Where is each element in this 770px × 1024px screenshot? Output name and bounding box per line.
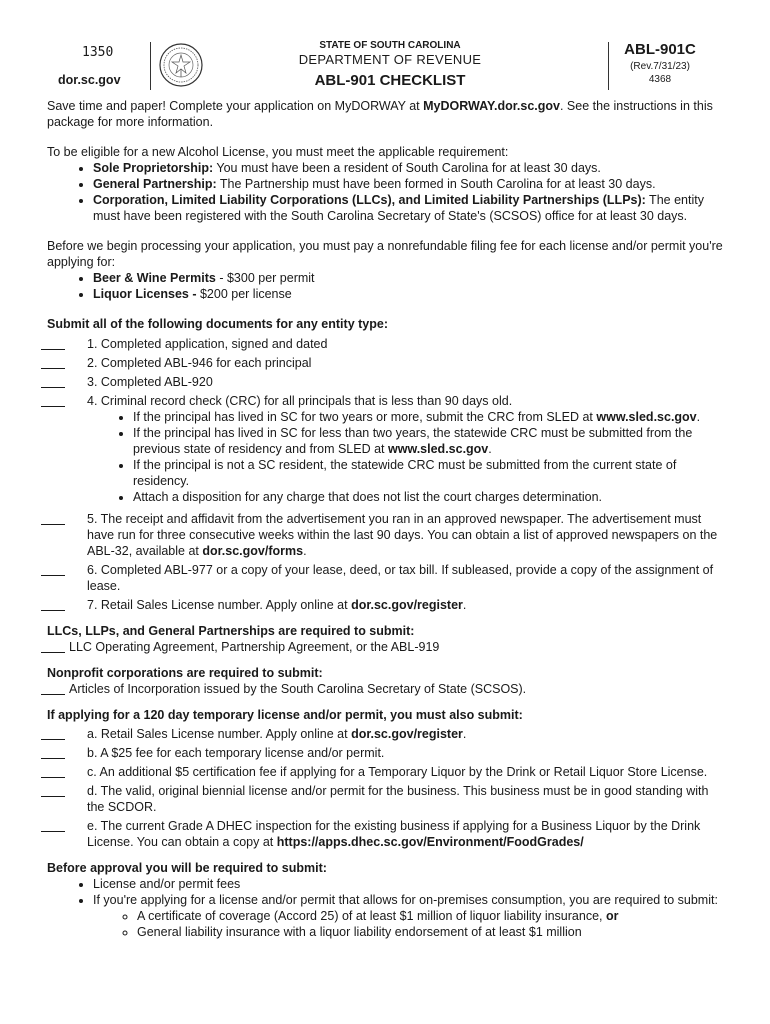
checklist-item: 3. Completed ABL-920 <box>47 374 727 390</box>
list-item: • If the principal has lived in SC for less than two years, the statewide CRC must be submitted from the previous state of residency and from SLED at www.sled.sc.gov. <box>133 425 727 457</box>
fees-section <box>47 238 727 302</box>
checklist-item: a. Retail Sales License number. Apply online at dor.sc.gov/register. <box>47 726 727 742</box>
checklist-item: c. An additional $5 certification fee if applying for a Temporary Liquor by the Drink or Retail Liquor Store License. <box>47 764 727 780</box>
section-heading: If applying for a 120 day temporary license and/or permit, you must also submit: <box>47 708 523 722</box>
list-item: • License and/or permit fees <box>93 876 727 892</box>
crc-list <box>47 409 727 505</box>
register-link[interactable]: dor.sc.gov/register <box>351 598 463 612</box>
list-item: • Attach a disposition for any charge that does not list the court charges determination. <box>133 489 727 505</box>
checklist-item: 7. Retail Sales License number. Apply online at dor.sc.gov/register. <box>47 597 727 613</box>
mydorway-link[interactable]: MyDORWAY.dor.sc.gov <box>423 99 560 113</box>
list-item: • Corporation, Limited Liability Corporations (LLCs), and Limited Liability Partnerships (LLPs): The entity must have been registered with the South Carolina Secretary of State's (SCSOS) office for at least 30 days. <box>93 192 727 224</box>
department-name: DEPARTMENT OF REVENUE <box>298 52 482 67</box>
checklist-item: Articles of Incorporation issued by the South Carolina Secretary of State (SCSOS). <box>47 681 727 697</box>
intro-paragraph: Save time and paper! Complete your application on MyDORWAY at MyDORWAY.dor.sc.gov. See the instructions in this package for more information. <box>47 99 713 129</box>
revision-date: (Rev.7/31/23) <box>630 61 690 72</box>
sled-link[interactable]: www.sled.sc.gov <box>388 442 489 456</box>
checklist-item: 2. Completed ABL-946 for each principal <box>47 355 727 371</box>
website-label: dor.sc.gov <box>58 73 121 87</box>
approval-section <box>47 860 727 940</box>
checklist-item: d. The valid, original biennial license and/or permit for the business. This business must be in good standing with the SCDOR. <box>47 783 727 815</box>
dhec-link[interactable]: https://apps.dhec.sc.gov/Environment/FoodGrades/ <box>276 835 584 849</box>
eligibility-lead: To be eligible for a new Alcohol License, you must meet the applicable requirement: <box>47 145 509 159</box>
header-divider-right <box>608 42 609 90</box>
list-item: • If the principal is not a SC resident, the statewide CRC must be submitted from the current state of residency. <box>133 457 727 489</box>
nonprofit-section <box>47 665 727 697</box>
list-item: • Liquor Licenses - $200 per license <box>93 286 727 302</box>
section-heading: Nonprofit corporations are required to submit: <box>47 666 323 680</box>
checklist-item: b. A $25 fee for each temporary license and/or permit. <box>47 745 727 761</box>
list-item: ◦ General liability insurance with a liquor liability endorsement of at least $1 million <box>137 924 727 940</box>
check-blank[interactable] <box>41 783 65 797</box>
header-title-block <box>210 40 570 92</box>
check-blank[interactable] <box>41 393 65 407</box>
header-divider-left <box>150 42 151 90</box>
check-blank[interactable] <box>41 374 65 388</box>
form-header <box>0 0 770 95</box>
checklist-item: 6. Completed ABL-977 or a copy of your lease, deed, or tax bill. If subleased, provide a copy of the assignment of lease. <box>47 562 727 594</box>
check-blank[interactable] <box>41 597 65 611</box>
checklist-body <box>47 98 727 940</box>
checklist-item: 1. Completed application, signed and dated <box>47 336 727 352</box>
check-blank[interactable] <box>41 336 65 350</box>
checklist-item: 4. Criminal record check (CRC) for all principals that is less than 90 days old. <box>47 393 727 409</box>
checklist-item: 5. The receipt and affidavit from the advertisement you ran in an approved newspaper. The advertisement must have run for three consecutive weeks within the last 90 days. You can obtain a list of approved newspapers on the ABL-32, available at dor.sc.gov/forms. <box>47 511 727 559</box>
state-seal-icon <box>158 42 204 88</box>
check-blank[interactable] <box>41 818 65 832</box>
form-number: 1350 <box>82 45 114 60</box>
check-blank[interactable] <box>41 745 65 759</box>
documents-section <box>47 316 727 613</box>
section-heading: Submit all of the following documents for any entity type: <box>47 317 388 331</box>
page-title: ABL-901 CHECKLIST <box>314 72 466 89</box>
register-link[interactable]: dor.sc.gov/register <box>351 727 463 741</box>
eligibility-section <box>47 144 727 224</box>
form-id: ABL-901C <box>624 41 696 58</box>
checklist-item: e. The current Grade A DHEC inspection for the existing business if applying for a Business Liquor by the Drink License. You can obtain a copy at https://apps.dhec.sc.gov/Environment/FoodGrades/ <box>47 818 727 850</box>
list-item: ◦ A certificate of coverage (Accord 25) of at least $1 million of liquor liability insurance, or <box>137 908 727 924</box>
llc-section <box>47 623 727 655</box>
list-item: • If the principal has lived in SC for two years or more, submit the CRC from SLED at www.sled.sc.gov. <box>133 409 727 425</box>
check-blank[interactable] <box>41 562 65 576</box>
sled-link[interactable]: www.sled.sc.gov <box>596 410 697 424</box>
check-blank[interactable] <box>41 511 65 525</box>
temporary-section <box>47 707 727 850</box>
check-blank[interactable] <box>41 764 65 778</box>
check-blank[interactable] <box>41 639 65 653</box>
state-name: STATE OF SOUTH CAROLINA <box>319 40 461 51</box>
section-heading: LLCs, LLPs, and General Partnerships are required to submit: <box>47 624 415 638</box>
check-blank[interactable] <box>41 681 65 695</box>
list-item: • Beer & Wine Permits - $300 per permit <box>93 270 727 286</box>
checklist-item: LLC Operating Agreement, Partnership Agreement, or the ABL-919 <box>47 639 727 655</box>
list-item: • General Partnership: The Partnership must have been formed in South Carolina for at least 30 days. <box>93 176 727 192</box>
list-item: • If you're applying for a license and/or permit that allows for on-premises consumption, you are required to submit: <box>93 892 727 908</box>
fees-lead: Before we begin processing your application, you must pay a nonrefundable filing fee for each license and/or permit you're applying for: <box>47 239 723 269</box>
form-id-block <box>612 40 708 86</box>
list-item: • Sole Proprietorship: You must have been a resident of South Carolina for at least 30 days. <box>93 160 727 176</box>
form-code: 4368 <box>648 74 672 85</box>
check-blank[interactable] <box>41 726 65 740</box>
section-heading: Before approval you will be required to submit: <box>47 861 327 875</box>
check-blank[interactable] <box>41 355 65 369</box>
forms-link[interactable]: dor.sc.gov/forms <box>202 544 304 558</box>
